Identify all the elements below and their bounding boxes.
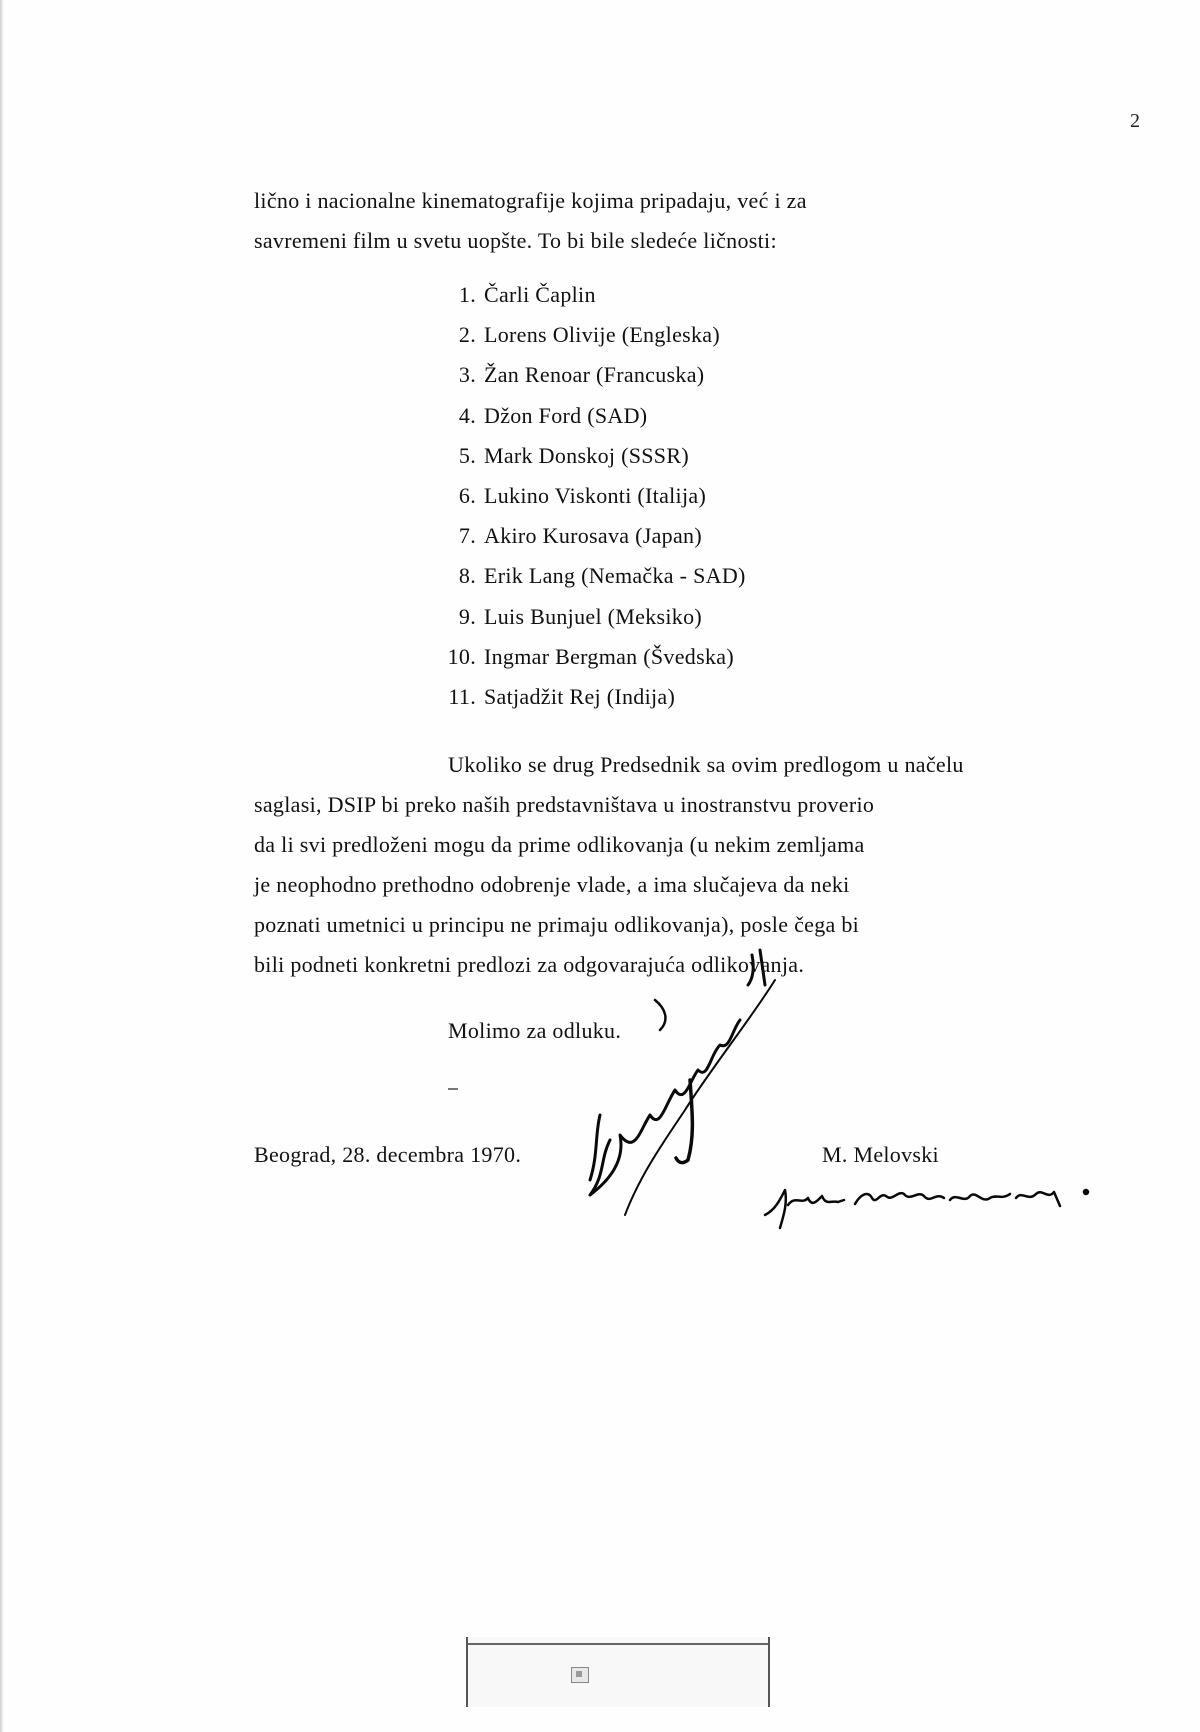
list-number: 5. <box>458 442 476 468</box>
list-text: Akiro Kurosava (Japan) <box>484 523 702 549</box>
list-number: 7. <box>458 523 476 549</box>
list-number: 3. <box>458 362 476 388</box>
intro-paragraph <box>254 181 1014 261</box>
intro-line: savremeni film u svetu uopšte. To bi bile sledeće ličnosti: <box>254 228 777 253</box>
list-number: 2. <box>458 322 476 348</box>
list-item <box>420 637 746 677</box>
body-line: bili podneti konkretni predlozi za odgovarajuća odlikovanja. <box>254 952 805 977</box>
list-text: Satjadžit Rej (Indija) <box>484 684 676 710</box>
body-line: saglasi, DSIP bi preko naših predstavništava u inostranstvu proverio <box>254 792 875 817</box>
list-item <box>420 275 746 315</box>
page-number: 2 <box>1130 110 1140 132</box>
list-item <box>420 315 746 355</box>
list-text: Čarli Čaplin <box>484 282 596 307</box>
body-line: je neophodno prethodno odobrenje vlade, a ima slučajeva da neki <box>254 872 850 897</box>
list-text: Mark Donskoj (SSSR) <box>484 442 689 468</box>
body-line: da li svi predloženi mogu da prime odlikovanja (u nekim zemljama <box>254 832 865 857</box>
list-number: 4. <box>458 402 476 428</box>
list-item <box>420 436 746 476</box>
list-text: Ingmar Bergman (Švedska) <box>484 643 734 669</box>
list-number: 10. <box>447 643 476 669</box>
list-text: Luis Bunjuel (Meksiko) <box>484 603 703 629</box>
dash-mark <box>448 1088 458 1090</box>
list-text: Lorens Olivije (Engleska) <box>484 322 720 348</box>
body-paragraph <box>254 745 1114 985</box>
film-icon <box>571 1667 589 1683</box>
body-line: poznati umetnici u principu ne primaju odlikovanja), posle čega bi <box>254 912 860 937</box>
body-line: Ukoliko se drug Predsednik sa ovim predlogom u načelu <box>448 752 964 777</box>
list-item <box>420 556 746 596</box>
list-item <box>420 355 746 395</box>
intro-line: lično i nacionalne kinematografije kojima pripadaju, već i za <box>254 188 807 213</box>
list-text: Džon Ford (SAD) <box>484 402 648 428</box>
list-number: 8. <box>458 563 476 589</box>
stamp-top-line <box>468 1643 768 1645</box>
archive-stamp <box>466 1637 770 1707</box>
list-item <box>420 476 746 516</box>
signatory-handwritten-signature <box>760 1170 1100 1240</box>
list-text: Žan Renoar (Francuska) <box>484 362 705 388</box>
list-number: 9. <box>458 603 476 629</box>
list-number: 6. <box>458 483 476 509</box>
list-text: Lukino Viskonti (Italija) <box>484 483 707 509</box>
list-item <box>420 516 746 556</box>
list-item <box>420 597 746 637</box>
closing-line: Molimo za odluku. <box>448 1018 622 1043</box>
nominee-list <box>420 275 746 717</box>
list-text: Erik Lang (Nemačka - SAD) <box>484 563 746 589</box>
list-item <box>420 677 746 717</box>
scan-edge <box>0 0 4 1732</box>
list-item <box>420 396 746 436</box>
signatory-name: M. Melovski <box>822 1142 939 1167</box>
place-and-date: Beograd, 28. decembra 1970. <box>254 1142 522 1167</box>
list-number: 1. <box>458 282 476 307</box>
list-number: 11. <box>448 684 476 710</box>
